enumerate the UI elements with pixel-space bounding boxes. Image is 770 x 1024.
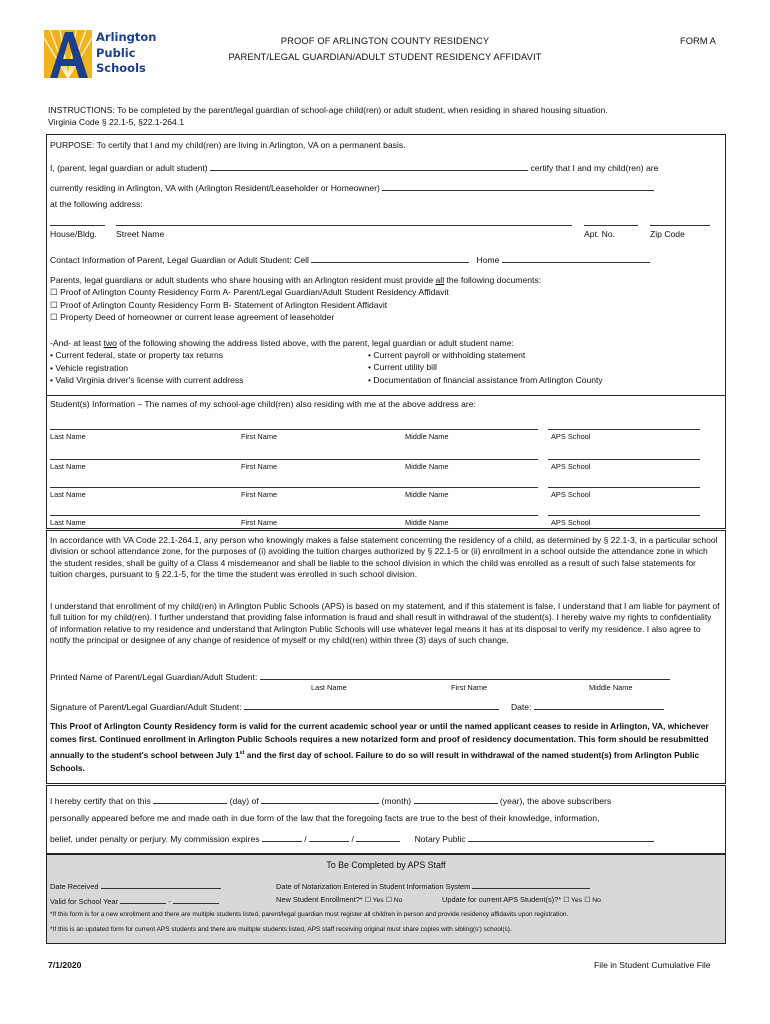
apt-label: Apt. No.: [584, 229, 616, 239]
first-name-label: First Name: [241, 490, 278, 499]
yes-checkbox[interactable]: ☐ Yes: [563, 897, 583, 904]
signature-field[interactable]: [244, 700, 499, 710]
notary-line-3: belief, under penalty or perjury. My commission expires / / Notary Public: [50, 832, 654, 844]
student-name-field[interactable]: [50, 487, 538, 488]
logo-line: Arlington: [96, 30, 157, 44]
aps-school-label: APS School: [551, 432, 591, 441]
staff-label: Date Received: [50, 882, 99, 891]
notary-public-field[interactable]: [468, 832, 654, 842]
staff-note-2: *If this is an updated form for current APS students and there are multiple students listed, APS staff receiving original must share copies with sibling(s') school(s).: [50, 926, 512, 933]
legal-paragraph-1: In accordance with VA Code 22.1-264.1, any person who knowingly makes a false statement concerning the residency of a child, as determined by § 22.1-3, in a particular school division or school attendance zone, for the purposes of (i) avoiding the tuition charges authorized by § 22.1-5 or (ii) enrollment in a school outside the attendance zone in which the student resides, shall be guilty of a Class 4 misdemeanor and shall be liable to the school division in which the child was enrolled as a result of such false statements for tuition charges, pursuant to § 22.1-5, for the time the student was enrolled in such school division.: [50, 535, 718, 579]
form-title: PROOF OF ARLINGTON COUNTY RESIDENCY: [280, 35, 490, 46]
staff-label: New Student Enrollment?*: [276, 895, 363, 904]
logo-text: [96, 30, 156, 77]
new-enrollment-line: [276, 895, 402, 904]
doc-bullet: • Current utility bill: [368, 362, 437, 373]
validity-notice: [50, 720, 720, 775]
home-field[interactable]: [502, 253, 650, 263]
no-checkbox[interactable]: ☐ No: [584, 897, 601, 904]
logo-line: Schools: [96, 61, 146, 75]
two-text: -And- at least: [50, 338, 104, 348]
student-name-field[interactable]: [50, 459, 538, 460]
date-label: Date:: [510, 702, 532, 712]
cert-line-2: [50, 181, 654, 193]
date-received-line: [50, 880, 221, 891]
house-field[interactable]: [50, 225, 105, 226]
date-field[interactable]: [534, 700, 664, 710]
valid-year-line: Valid for School Year -: [50, 895, 219, 906]
aps-school-field[interactable]: [548, 459, 700, 460]
middle-name-label: Middle Name: [405, 462, 449, 471]
notary-year-field[interactable]: [414, 794, 498, 804]
middle-name-label: Middle Name: [405, 490, 449, 499]
middle-name-label: Middle Name: [405, 432, 449, 441]
signature-line: [50, 700, 664, 712]
docs-emphasis: all: [435, 275, 445, 285]
instructions-line: INSTRUCTIONS: To be completed by the parent/legal guardian of school-age child(ren) or adult student, when residing in shared housing situation.: [48, 105, 608, 115]
expires-month-field[interactable]: [262, 832, 302, 842]
contact-line: [50, 253, 650, 265]
contact-label: Contact Information of Parent, Legal Guardian or Adult Student: Cell: [50, 255, 309, 265]
cert-line-1: [50, 161, 658, 173]
staff-label: Date of Notarization Entered in Student Information System: [276, 882, 471, 891]
students-section: [46, 395, 726, 529]
printed-name-label: Printed Name of Parent/Legal Guardian/Adult Student:: [50, 672, 258, 682]
notary-text: (month): [381, 796, 412, 806]
student-name-field[interactable]: [50, 429, 538, 430]
form-subtitle: PARENT/LEGAL GUARDIAN/ADULT STUDENT RESIDENCY AFFIDAVIT: [228, 51, 542, 62]
notary-text: (day) of: [229, 796, 259, 806]
home-label: Home: [476, 255, 500, 265]
notarization-line: [276, 880, 590, 891]
printed-name-field[interactable]: [260, 670, 670, 680]
document-checkbox[interactable]: ☐ Property Deed of homeowner or current lease agreement of leaseholder: [50, 311, 335, 322]
expires-day-field[interactable]: [309, 832, 349, 842]
middle-name-label: Middle Name: [405, 518, 449, 527]
two-intro: [50, 337, 514, 349]
first-name-label: First Name: [241, 462, 278, 471]
street-field[interactable]: [116, 225, 572, 226]
instructions: [48, 104, 728, 128]
legal-paragraph-2: I understand that enrollment of my child(ren) in Arlington Public Schools (APS) is based on my statement, and if this statement is false, I understand that I am liable for payment of full tuition for my child(ren). I further understand that providing false information is fraud and shall result in withdrawal of the student(s). I hereby waive my rights to confidentiality of information relative to my residence and understand that Arlington Public Schools will use whatever legal means it has at its disposal to verify my residence. I also agree to notify the principal or designee of any change of residence of myself or my child(ren) within three (3) days of such change.: [50, 601, 720, 645]
notary-text: belief, under penalty or perjury. My commission expires: [50, 834, 260, 844]
cert-text: currently residing in Arlington, VA with (Arlington Resident/Leaseholder or Homeowner): [50, 183, 380, 193]
two-emphasis: two: [103, 338, 117, 348]
doc-bullet: • Documentation of financial assistance from Arlington County: [368, 374, 603, 385]
notary-month-field[interactable]: [261, 794, 379, 804]
notary-text: I hereby certify that on this: [50, 796, 151, 806]
signature-label: Signature of Parent/Legal Guardian/Adult Student:: [50, 702, 242, 712]
student-name-field[interactable]: [50, 515, 538, 516]
form-label: FORM A: [680, 35, 716, 46]
cert-text: I, (parent, legal guardian or adult student): [50, 163, 208, 173]
document-checkbox[interactable]: ☐ Proof of Arlington County Residency Form B- Statement of Arlington Resident Affidavit: [50, 299, 388, 310]
purpose: PURPOSE: To certify that I and my child(ren) are living in Arlington, VA on a permanent basis.: [50, 140, 406, 150]
year-end-field[interactable]: [173, 895, 219, 904]
cert-text: certify that I and my child(ren) are: [530, 163, 659, 173]
staff-label: Valid for School Year: [50, 897, 119, 906]
first-name-label: First Name: [241, 432, 278, 441]
notary-day-field[interactable]: [153, 794, 227, 804]
update-line: [442, 895, 601, 904]
year-start-field[interactable]: [120, 895, 166, 904]
cell-field[interactable]: [311, 253, 469, 263]
two-text: of the following showing the address listed above, with the parent, legal guardian or adult student name:: [116, 338, 514, 348]
aps-school-label: APS School: [551, 490, 591, 499]
staff-title: To Be Completed by APS Staff: [326, 860, 446, 870]
first-name-label: First Name: [241, 518, 278, 527]
zip-label: Zip Code: [650, 229, 685, 239]
last-name-label: Last Name: [50, 518, 86, 527]
apt-field[interactable]: [584, 225, 638, 226]
notary-text: (year), the above subscribers: [499, 796, 612, 806]
aps-school-label: APS School: [551, 518, 591, 527]
staff-note-1: *If this form is for a new enrollment and there are multiple students listed, parent/legal guardian must register all children in person and provide residency affidavits upon registration.: [50, 911, 569, 918]
aps-school-field[interactable]: [548, 429, 700, 430]
logo-line: Public: [96, 45, 136, 60]
cert-line-3: at the following address:: [50, 199, 143, 209]
middle-name-label: Middle Name: [589, 683, 633, 692]
notary-public-label: Notary Public: [414, 834, 466, 844]
validity-text: and the first day of school. Failure to do so will result in withdrawal of the named student(s) from Arlington Public Schools.: [50, 749, 700, 774]
aps-school-field[interactable]: [548, 515, 700, 516]
name-field[interactable]: [210, 161, 528, 171]
document-checkbox[interactable]: ☐ Proof of Arlington County Residency Form A- Parent/Legal Guardian/Adult Student Residency Affidavit: [50, 287, 449, 298]
street-label: Street Name: [116, 229, 165, 239]
aps-school-field[interactable]: [548, 487, 700, 488]
required-documents: [50, 274, 541, 323]
footer-date: 7/1/2020: [48, 960, 82, 970]
house-label: House/Bldg.: [50, 229, 97, 239]
resident-field[interactable]: [382, 181, 654, 191]
doc-bullet: • Valid Virginia driver's license with current address: [50, 374, 244, 385]
expires-year-field[interactable]: [356, 832, 400, 842]
no-checkbox[interactable]: ☐ No: [385, 897, 403, 904]
docs-text: Parents, legal guardians or adult students who share housing with an Arlington resident must provide: [50, 275, 436, 285]
printed-name-line: [50, 670, 670, 682]
doc-bullet: • Current payroll or withholding statement: [368, 350, 526, 360]
staff-label: Update for current APS Student(s)?*: [442, 895, 562, 904]
aps-school-label: APS School: [551, 462, 591, 471]
aps-logo-icon: [44, 28, 92, 80]
documents-intro: [50, 274, 541, 286]
notary-line-1: [50, 794, 611, 806]
two-right-column: [368, 349, 603, 386]
notary-line-2: personally appeared before me and made oath in due form of the law that the foregoing facts are true to the best of their knowledge, information,: [50, 813, 600, 823]
last-name-label: Last Name: [50, 490, 86, 499]
last-name-label: Last Name: [50, 432, 86, 441]
validity-sup: st: [239, 749, 245, 756]
docs-text: the following documents:: [444, 275, 542, 285]
first-name-label: First Name: [451, 683, 488, 692]
logo: [44, 28, 174, 84]
last-name-label: Last Name: [311, 683, 347, 692]
yes-checkbox[interactable]: ☐ Yes: [364, 897, 384, 904]
doc-bullet: • Current federal, state or property tax returns: [50, 350, 224, 361]
doc-bullet: • Vehicle registration: [50, 362, 129, 373]
notarization-date-field[interactable]: [472, 880, 590, 889]
zip-field[interactable]: [650, 225, 710, 226]
footer-file: File in Student Cumulative File: [594, 960, 711, 970]
validity-text: This Proof of Arlington County Residency form is valid for the current academic school year or until the named applicant ceases to reside in Arlington, VA, whichever comes first. Continued enrollment in Arlington Public Schools requires a new notarized form and proof of residency documentation. This form should be resubmitted annually to the student's school between July 1: [50, 721, 709, 760]
students-title: Student(s) Information – The names of my school-age child(ren) also residing with me at the above address are:: [50, 399, 476, 409]
instructions-line: Virginia Code § 22.1-5, §22.1-264.1: [48, 117, 185, 127]
date-received-field[interactable]: [101, 880, 221, 889]
last-name-label: Last Name: [50, 462, 86, 471]
